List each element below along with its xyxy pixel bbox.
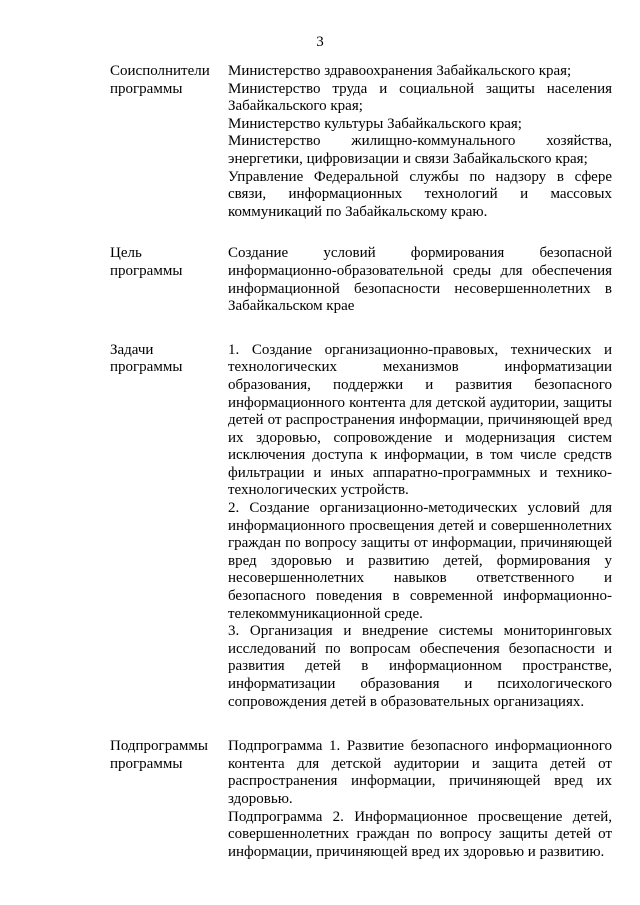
paragraph: Создание условий формирования безопасной информационно-образовательной среды для обеспечения информационной безопасности несовершеннолетних в Забайкальском крае — [228, 245, 612, 315]
row-goal — [110, 245, 612, 315]
label-line: программы — [110, 80, 183, 97]
row-content — [228, 342, 612, 711]
label-line: программы — [110, 755, 183, 772]
row-label — [110, 738, 228, 773]
paragraph: 2. Создание организационно-методических условий для информационного просвещения детей и совершеннолетних граждан по вопросу защиты от информации, причиняющей вред здоровью и развитию детей, формирования у несовершеннолетних навыков ответственного и безопасного поведения в современной информационно-телекоммуникационной среде. — [228, 500, 612, 622]
label-line: Соисполнители — [110, 63, 210, 79]
label-line: Цель — [110, 245, 142, 262]
label-line: программы — [110, 262, 183, 279]
row-subprograms — [110, 738, 612, 861]
label-line: Задачи — [110, 341, 154, 358]
paragraph: 3. Организация и внедрение системы мониторинговых исследований по вопросам обеспечения безопасности и развития детей в информационном пространстве, информатизации образования и психологического сопровождения детей в образовательных организациях. — [228, 623, 612, 710]
paragraph: 1. Создание организационно-правовых, технических и технологических механизмов информатизации образования, поддержки и развития безопасного информационного контента для детской аудитории, защиты детей от распространения информации, причиняющей вред их здоровью, сопровождение и модернизация систем исключения доступа к информации, в том числе средств фильтрации и иных аппаратно-программных и технико-технологических устройств. — [228, 341, 612, 499]
row-content — [228, 63, 612, 221]
page-number: 3 — [316, 34, 324, 50]
row-content — [228, 245, 612, 315]
row-label — [110, 342, 228, 377]
row-content — [228, 738, 612, 861]
label-line: программы — [110, 359, 183, 376]
paragraph: Министерство жилищно-коммунального хозяйства, энергетики, цифровизации и связи Забайкальского края; — [228, 133, 612, 167]
paragraph: Министерство здравоохранения Забайкальского края; — [228, 63, 572, 79]
row-label — [110, 63, 228, 98]
row-tasks — [110, 342, 612, 711]
paragraph: Подпрограмма 1. Развитие безопасного информационного контента для детской аудитории и защита детей от распространения информации, причиняющей вред их здоровью. — [228, 738, 612, 807]
row-label — [110, 245, 228, 280]
program-passport-table — [110, 63, 612, 861]
paragraph: Министерство труда и социальной защиты населения Забайкальского края; — [228, 80, 612, 115]
paragraph: Подпрограмма 2. Информационное просвещение детей, совершеннолетних граждан по вопросу защиты детей от информации, причиняющей вред их здоровью и развитию. — [228, 808, 612, 860]
label-line: Подпрограммы — [110, 738, 208, 755]
paragraph: Управление Федеральной службы по надзору в сфере связи, информационных технологий и массовых коммуникаций по Забайкальскому краю. — [228, 168, 612, 220]
row-co-executors — [110, 63, 612, 221]
paragraph: Министерство культуры Забайкальского края; — [228, 115, 522, 132]
